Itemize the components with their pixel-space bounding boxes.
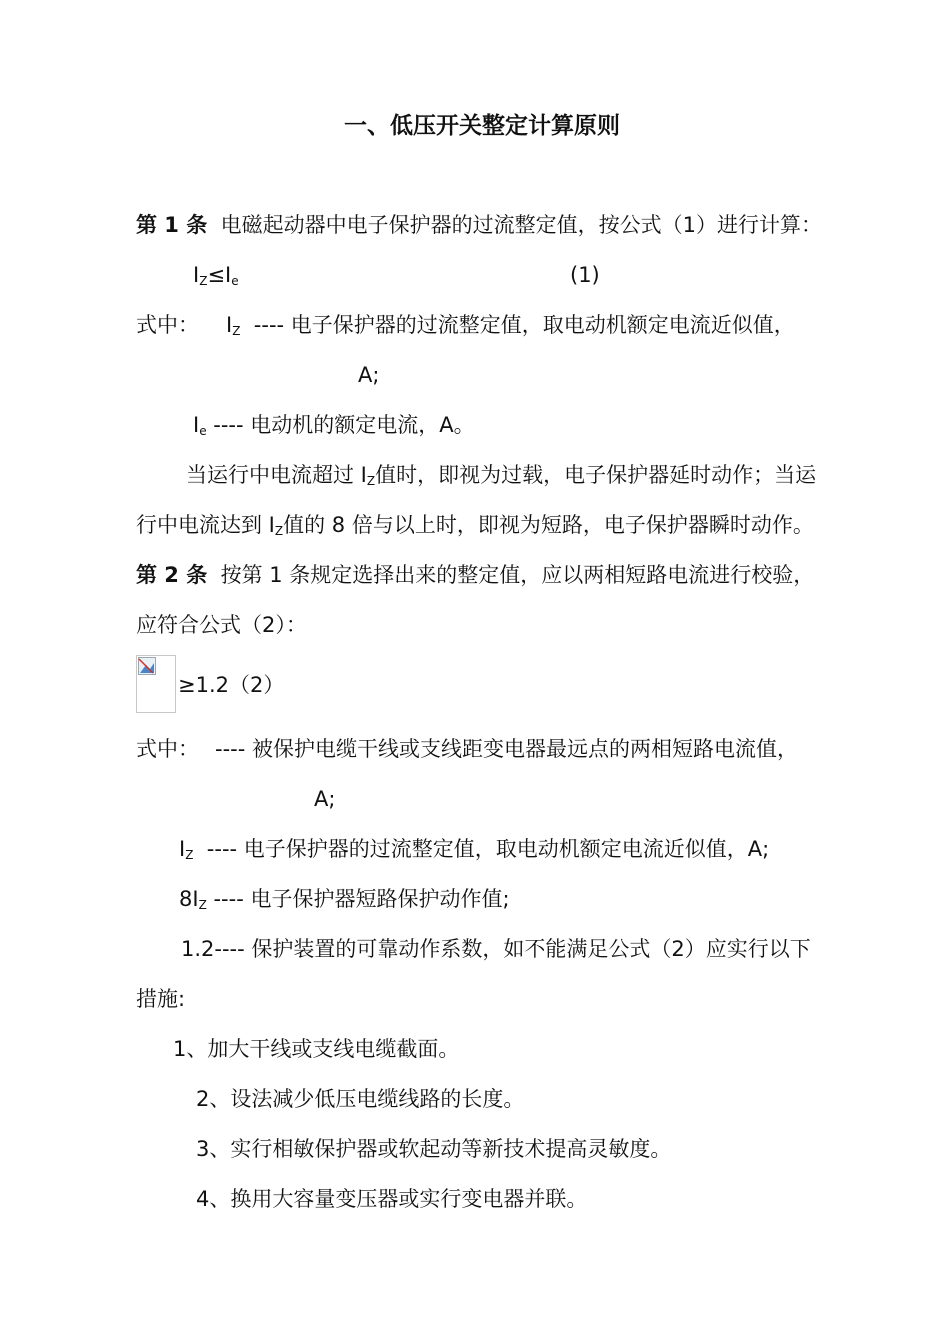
- formula-1-sub-z: Z: [199, 274, 208, 288]
- eight-iz-sub: Z: [198, 898, 207, 912]
- article-1-label: 第 1 条: [136, 213, 208, 237]
- formula-1-number: (1): [570, 263, 600, 287]
- article-2-heading: [136, 560, 814, 590]
- ie-definition: [193, 410, 475, 440]
- iz-sub: Z: [232, 324, 241, 338]
- article-1-text: 电磁起动器中电子保护器的过流整定值，按公式（1）进行计算：: [220, 213, 822, 237]
- where-label-2: 式中：: [136, 737, 199, 761]
- iz-unit-1: A;: [358, 363, 380, 387]
- para-b-end: 值的 8 倍与以上时，即视为短路，电子保护器瞬时动作。: [283, 513, 814, 537]
- iz-symbol: I: [226, 313, 233, 337]
- article-1-heading: [136, 210, 822, 240]
- iz2-sub: Z: [185, 848, 194, 862]
- ie-symbol: I: [193, 413, 200, 437]
- iz-definition-2: [179, 834, 769, 864]
- short-circuit-definition: ---- 被保护电缆干线或支线距变电器最远点的两相短路电流值，: [215, 737, 798, 761]
- formula-1: [193, 260, 239, 290]
- eight-iz-symbol: 8I: [179, 887, 199, 911]
- ie-desc: ---- 电动机的额定电流，A。: [213, 413, 475, 437]
- where-label-1: 式中：: [136, 313, 199, 337]
- iz-definition-1: [226, 310, 795, 340]
- iz-desc: ---- 电子保护器的过流整定值，取电动机额定电流近似值，: [253, 313, 795, 337]
- paragraph-overload-2: [136, 510, 814, 540]
- para-a-sub: Z: [366, 474, 376, 488]
- short-circuit-unit: A;: [314, 787, 336, 811]
- para-a-start: 当运行中电流超过 I: [186, 463, 367, 487]
- measure-item: 4、换用大容量变压器或实行变电器并联。: [196, 1187, 588, 1211]
- measure-item: 3、实行相敏保护器或软起动等新技术提高灵敏度。: [196, 1137, 672, 1161]
- iz2-desc: ---- 电子保护器的过流整定值，取电动机额定电流近似值，A;: [206, 837, 770, 861]
- para-b-sub: Z: [274, 524, 284, 538]
- article-2-label: 第 2 条: [136, 563, 208, 587]
- page-title: 一、低压开关整定计算原则: [344, 113, 620, 139]
- eight-iz-definition: [179, 884, 510, 914]
- article-2-text-2: 应符合公式（2）：: [136, 613, 307, 637]
- para-b-start: 行中电流达到 I: [136, 513, 275, 537]
- measure-item: 2、设法减少低压电缆线路的长度。: [196, 1087, 525, 1111]
- formula-1-i: I: [193, 263, 200, 287]
- formula-2: ≥1.2（2）: [178, 673, 285, 697]
- paragraph-overload-1: [186, 460, 816, 490]
- eight-iz-desc: ---- 电子保护器短路保护动作值;: [213, 887, 510, 911]
- coefficient-definition: 1.2---- 保护装置的可靠动作系数，如不能满足公式（2）应实行以下: [181, 937, 811, 961]
- formula-1-le: ≤I: [207, 263, 232, 287]
- broken-image-icon: [136, 655, 176, 713]
- para-a-end: 值时，即视为过载，电子保护器延时动作；当运: [375, 463, 817, 487]
- article-2-text: 按第 1 条规定选择出来的整定值，应以两相短路电流进行校验，: [220, 563, 815, 587]
- coefficient-definition-2: 措施:: [136, 987, 186, 1011]
- formula-1-sub-e: e: [231, 274, 239, 288]
- iz2-symbol: I: [179, 837, 186, 861]
- measure-item: 1、加大干线或支线电缆截面。: [173, 1037, 460, 1061]
- ie-sub: e: [199, 424, 207, 438]
